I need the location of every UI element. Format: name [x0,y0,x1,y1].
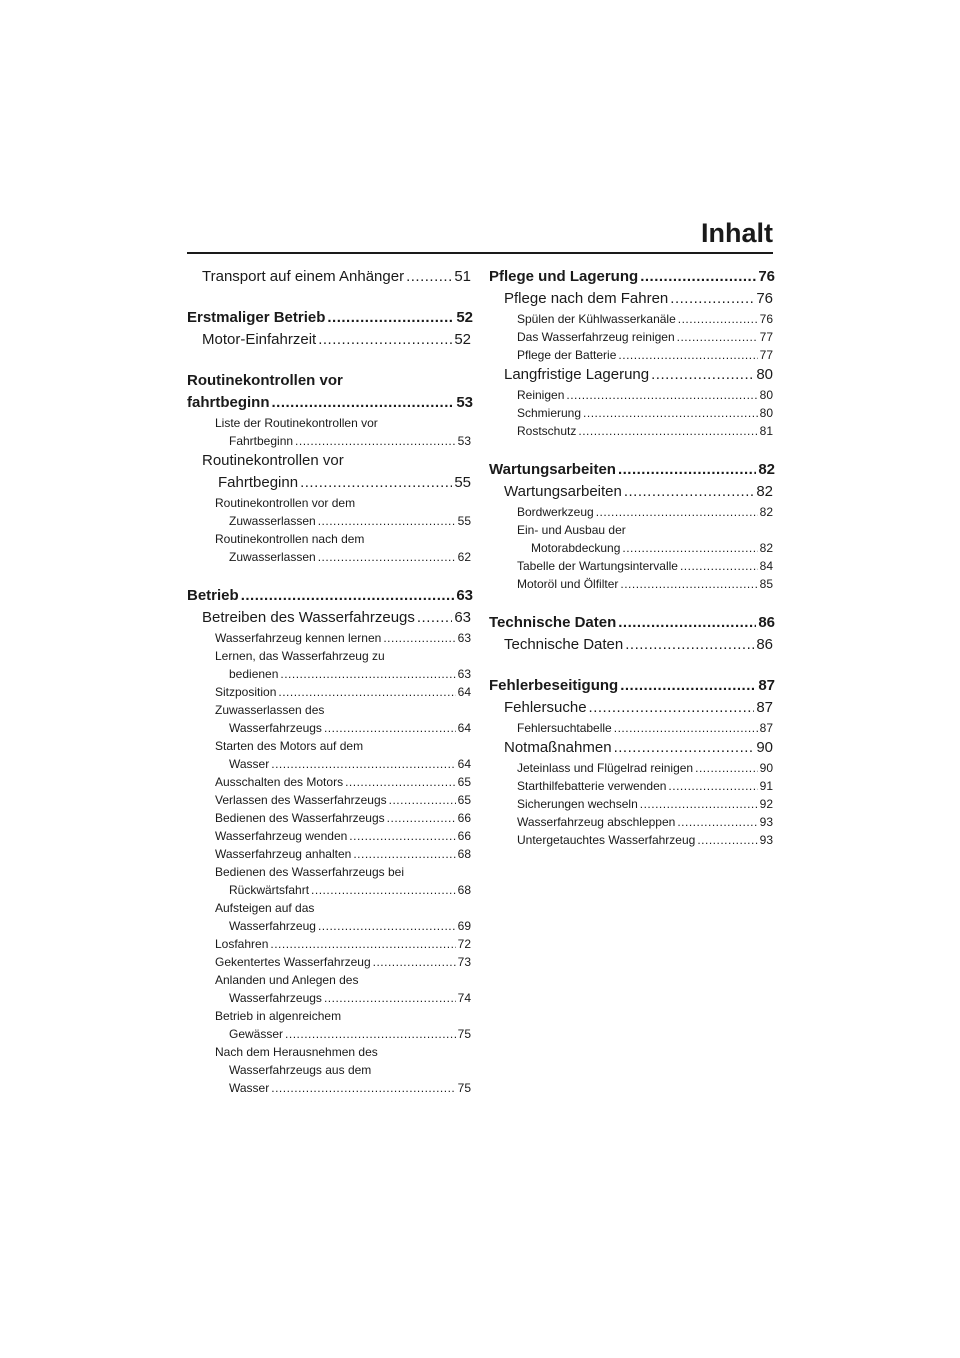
toc-entry-wartung[interactable]: Wartungsarbeiten ..... 82 [489,481,775,503]
toc-entry-routine2[interactable]: Fahrtbeginn ..... 55 [187,472,473,494]
toc-entry-algen-line1[interactable]: Betrieb in algenreichem [215,1009,342,1023]
toc-heading-fehlerbeseitigung[interactable]: Fehlerbeseitigung ..... 87 [489,675,775,697]
toc-left-column [187,266,473,1097]
toc-heading-routinekontrollen-line1[interactable]: Routinekontrollen vor [187,372,343,389]
toc-entry-technische-daten[interactable]: Technische Daten ..... 86 [489,634,775,656]
toc-entry-nach-zuwasser[interactable]: Zuwasserlassen ..... 62 [187,548,473,566]
toc-entry-bordwerkzeug[interactable]: Bordwerkzeug ..... 82 [489,503,775,521]
toc-entry-fehlersuchtabelle[interactable]: Fehlersuchtabelle ..... 87 [489,719,775,737]
toc-entry-schmierung[interactable]: Schmierung ..... 80 [489,404,775,422]
toc-entry-liste[interactable]: Fahrtbeginn ..... 53 [187,432,473,450]
toc-entry-zuwasserlassen[interactable]: Wasserfahrzeugs ..... 64 [187,719,473,737]
toc-entry-liste-line1[interactable]: Liste der Routinekontrollen vor [215,416,378,430]
toc-entry-routine2-line1[interactable]: Routinekontrollen vor [202,452,344,469]
toc-entry-transport[interactable]: Transport auf einem Anhänger ..... 51 [187,266,473,288]
toc-entry-spuelen[interactable]: Spülen der Kühlwasserkanäle ..... 76 [489,310,775,328]
toc-entry-starten[interactable]: Wasser ..... 64 [187,755,473,773]
toc-heading-routinekontrollen[interactable]: fahrtbeginn ..... 53 [187,392,473,414]
toc-heading-betrieb[interactable]: Betrieb ..... 63 [187,585,473,607]
toc-entry-reinigen[interactable]: Reinigen ..... 80 [489,386,775,404]
toc-entry-sicherungen[interactable]: Sicherungen wechseln ..... 92 [489,795,775,813]
page-title: Inhalt [701,218,773,248]
toc-heading-pflege[interactable]: Pflege und Lagerung ..... 76 [489,266,775,288]
toc-entry-pflege-nach[interactable]: Pflege nach dem Fahren ..... 76 [489,288,775,310]
toc-entry-herausnehmen[interactable]: Wasser ..... 75 [187,1079,473,1097]
toc-entry-starten-line1[interactable]: Starten des Motors auf dem [215,739,364,753]
toc-entry-fehlersuche[interactable]: Fehlersuche ..... 87 [489,697,775,719]
toc-entry-lernen[interactable]: bedienen ..... 63 [187,665,473,683]
toc-entry-oel[interactable]: Motoröl und Ölfilter ..... 85 [489,575,775,593]
toc-heading-wartung[interactable]: Wartungsarbeiten ..... 82 [489,459,775,481]
toc-entry-rostschutz[interactable]: Rostschutz ..... 81 [489,422,775,440]
toc-entry-untergetaucht[interactable]: Untergetauchtes Wasserfahrzeug ..... 93 [489,831,775,849]
toc-right-column [489,266,775,849]
toc-entry-ausschalten[interactable]: Ausschalten des Motors ..... 65 [187,773,473,791]
toc-entry-nach-zuwasser-line1[interactable]: Routinekontrollen nach dem [215,532,365,546]
toc-entry-notmassnahmen[interactable]: Notmaßnahmen ..... 90 [489,737,775,759]
toc-entry-starthilfe[interactable]: Starthilfebatterie verwenden ..... 91 [489,777,775,795]
toc-entry-anlanden[interactable]: Wasserfahrzeugs ..... 74 [187,989,473,1007]
toc-entry-einbau[interactable]: Motorabdeckung ..... 82 [489,539,775,557]
toc-entry-vor-zuwasser-line1[interactable]: Routinekontrollen vor dem [215,496,356,510]
toc-entry-einfahrzeit[interactable]: Motor-Einfahrzeit ..... 52 [187,329,473,351]
toc-entry-kennen-lernen[interactable]: Wasserfahrzeug kennen lernen ..... 63 [187,629,473,647]
toc-entry-jeteinlass[interactable]: Jeteinlass und Flügelrad reinigen ..... 90 [489,759,775,777]
toc-entry-anhalten[interactable]: Wasserfahrzeug anhalten ..... 68 [187,845,473,863]
toc-entry-algen[interactable]: Gewässer ..... 75 [187,1025,473,1043]
toc-entry-aufsteigen[interactable]: Wasserfahrzeug ..... 69 [187,917,473,935]
toc-entry-zuwasserlassen-line1[interactable]: Zuwasserlassen des [215,703,325,717]
toc-entry-abschleppen[interactable]: Wasserfahrzeug abschleppen ..... 93 [489,813,775,831]
toc-entry-langfristig[interactable]: Langfristige Lagerung ..... 80 [489,364,775,386]
toc-entry-wenden[interactable]: Wasserfahrzeug wenden ..... 66 [187,827,473,845]
toc-entry-betreiben[interactable]: Betreiben des Wasserfahrzeugs ..... 63 [187,607,473,629]
toc-entry-rueckwaerts[interactable]: Rückwärtsfahrt ..... 68 [187,881,473,899]
toc-entry-losfahren[interactable]: Losfahren ..... 72 [187,935,473,953]
toc-entry-anlanden-line1[interactable]: Anlanden und Anlegen des [215,973,359,987]
toc-entry-reinigen-wf[interactable]: Das Wasserfahrzeug reinigen ..... 77 [489,328,775,346]
toc-entry-herausnehmen-line1[interactable]: Nach dem Herausnehmen des [215,1045,378,1059]
toc-entry-bedienen[interactable]: Bedienen des Wasserfahrzeugs ..... 66 [187,809,473,827]
toc-entry-intervalle[interactable]: Tabelle der Wartungsintervalle ..... 84 [489,557,775,575]
toc-entry-rueckwaerts-line1[interactable]: Bedienen des Wasserfahrzeugs bei [215,865,404,879]
toc-entry-batterie[interactable]: Pflege der Batterie ..... 77 [489,346,775,364]
toc-entry-vor-zuwasser[interactable]: Zuwasserlassen ..... 55 [187,512,473,530]
toc-entry-aufsteigen-line1[interactable]: Aufsteigen auf das [215,901,315,915]
toc-heading-erstmaliger-betrieb[interactable]: Erstmaliger Betrieb ..... 52 [187,307,473,329]
toc-entry-herausnehmen-line2[interactable]: Wasserfahrzeugs aus dem [229,1063,372,1077]
toc-entry-lernen-line1[interactable]: Lernen, das Wasserfahrzeug zu [215,649,385,663]
toc-heading-technische-daten[interactable]: Technische Daten ..... 86 [489,612,775,634]
toc-entry-sitzposition[interactable]: Sitzposition ..... 64 [187,683,473,701]
toc-entry-verlassen[interactable]: Verlassen des Wasserfahrzeugs ..... 65 [187,791,473,809]
toc-entry-einbau-line1[interactable]: Ein- und Ausbau der [517,523,626,537]
title-rule [187,252,773,254]
toc-entry-gekentert[interactable]: Gekentertes Wasserfahrzeug ..... 73 [187,953,473,971]
